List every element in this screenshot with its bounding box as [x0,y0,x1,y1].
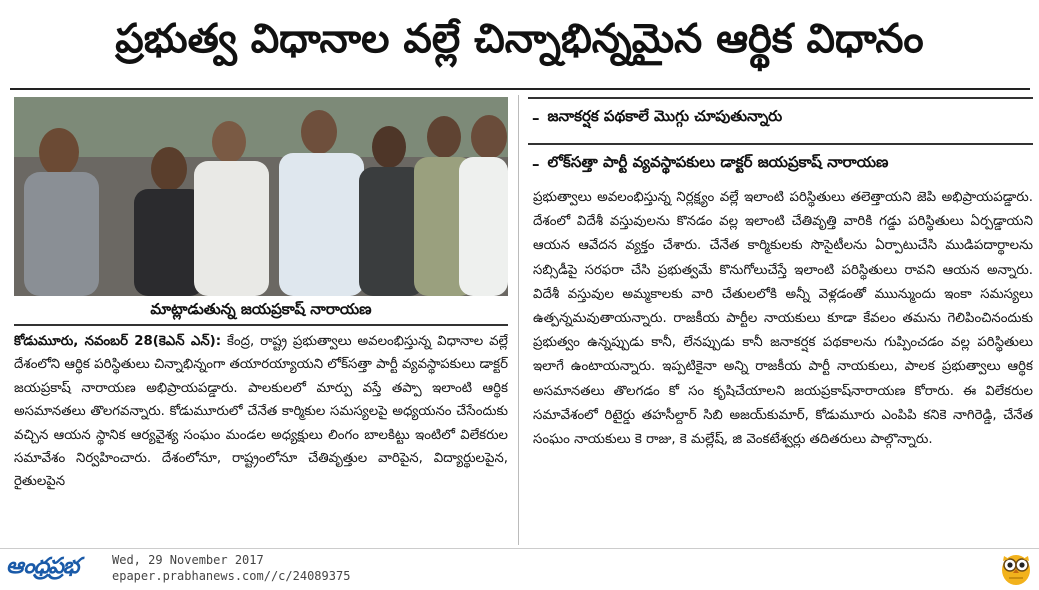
footer-meta [112,552,350,584]
article-left-column [14,330,508,545]
article-right-column [533,186,1033,541]
footer-divider [0,548,1039,549]
edition-date: Wed, 29 November 2017 [112,553,264,567]
highlight-text: జనాకర్షక పథకాలే మొగ్గు చూపుతున్నారు [547,107,783,125]
headline: ప్రభుత్వ విధానాల వల్లే చిన్నాభిన్నమైన ఆర్థిక విధానం [115,16,924,62]
caption-divider [14,324,508,326]
newspaper-logo[interactable] [6,556,106,582]
article-dateline: కోడుమూరు, నవంబర్ 28(కెఎన్ ఎన్): [14,334,222,349]
highlights-box [528,97,1033,181]
headline-divider [10,88,1030,90]
article-left-text: కేంద్ర, రాష్ట్ర ప్రభుత్వాలు అవలంభిస్తున్న విధానాల వల్లే దేశంలోని ఆర్థిక పరిస్థితులు చిన్నాభిన్నంగా తయారయ్యాయని లోక్‌సత్తా పార్టీ వ్యవస్థాపకులు డాక్టర్ జయప్రకాష్ నారాయణ అభిప్రాయపడ్డారు. పాలకులలో మార్పు వస్తే తప్పా ఇలాంటి ఆర్థిక అసమానతలు తొలగవన్నారు. కోడుమూరులో చేనేత కార్మికుల సమస్యలపై అధ్యయనం చేసేందుకు వచ్చిన ఆయన స్థానిక ఆర్యవైశ్య సంఘం మండల అధ్యక్షులు లింగం బాలకిట్టు ఇంటిలో విలేకరుల సమావేశం నిర్వహించారు. దేశంలోనూ, రాష్ట్రంలోనూ చేతివృత్తుల వారిపైన, విద్యార్థులపైన, రైతులపైన [14,334,508,490]
highlight-item [528,97,1033,137]
news-photo [14,97,508,296]
highlight-text: లోక్‌సత్తా పార్టీ వ్యవస్థాపకులు డాక్టర్ జయప్రకాష్ నారాయణ [547,153,889,171]
dash-icon: – [532,155,540,173]
highlight-item [528,143,1033,183]
owl-icon [1000,550,1032,586]
article-right-text: ప్రభుత్వాలు అవలంభిస్తున్న నిర్లక్ష్యం వల్లే ఇలాంటి పరిస్థితులు తలెత్తాయని జెపి అభిప్రాయపడ్డారు. దేశంలో విదేశీ వస్తువులను కొనడం వల్ల ఇలాంటి చేతివృత్తి వారికి గడ్డు పరిస్థితులు ఏర్పడ్డాయని ఆయన ఆవేదన వ్యక్తం చేశారు. చేనేత కార్మికులకు సొసైటీలను ఏర్పాటుచేసి ముడిపదార్థాలను సబ్సిడీపై సరఫరా చేసి ప్రభుత్వమే కొనుగోలుచేస్తే ఇలాంటి పరిస్థితులు రావని ఆయన అన్నారు. విదేశీ వస్తువుల అమ్మకాలకు వారి చేతులలోకి అన్నీ వెళ్లడంతో ముున్ముందు ఇంకా సమస్యలు ఉత్పన్నమవుతాయన్నారు. రాజకీయ పార్టీల నాయకులు కూడా కేవలం తమను గెలిపించినందుకు ప్రభుత్వం ఉన్నప్పుడు కానీ, లేనప్పుడు కానీ జనాకర్షక పథకాలను గుప్పించడం వల్ల పరిస్థితులు ఇలాగే ఉంటాయన్నారు. ఇప్పటికైనా అన్ని రాజకీయ పార్టీ నాయకులు, పాలక ప్రభుత్వాలు ఆర్థిక అసమానతలు తొలగడం కో సం కృషిచేయాలని జయప్రకాష్‌నారాయణ కోరారు. ఈ విలేకరుల సమావేశంలో రిటైర్డు తహసీల్దార్ సిబి అజయ్‌కుమార్, కోడుమూరు ఎంపిపి కనికె నాగిరెడ్డి, చేనేత సంఘం నాయకులు కె రాజు, కె మల్లేష్, జి వెంకటేశ్వర్లు తదితరులు పాల్గొన్నారు. [533,190,1033,448]
dash-icon: – [532,109,540,127]
epaper-url[interactable]: epaper.prabhanews.com//c/24089375 [112,569,351,583]
photo-caption: మాట్లాడుతున్న జయప్రకాష్ నారాయణ [14,298,508,324]
column-divider [518,95,519,545]
logo-text: ఆంధ్రప్రభ [6,554,79,579]
photo-of-people-icon [14,97,508,296]
